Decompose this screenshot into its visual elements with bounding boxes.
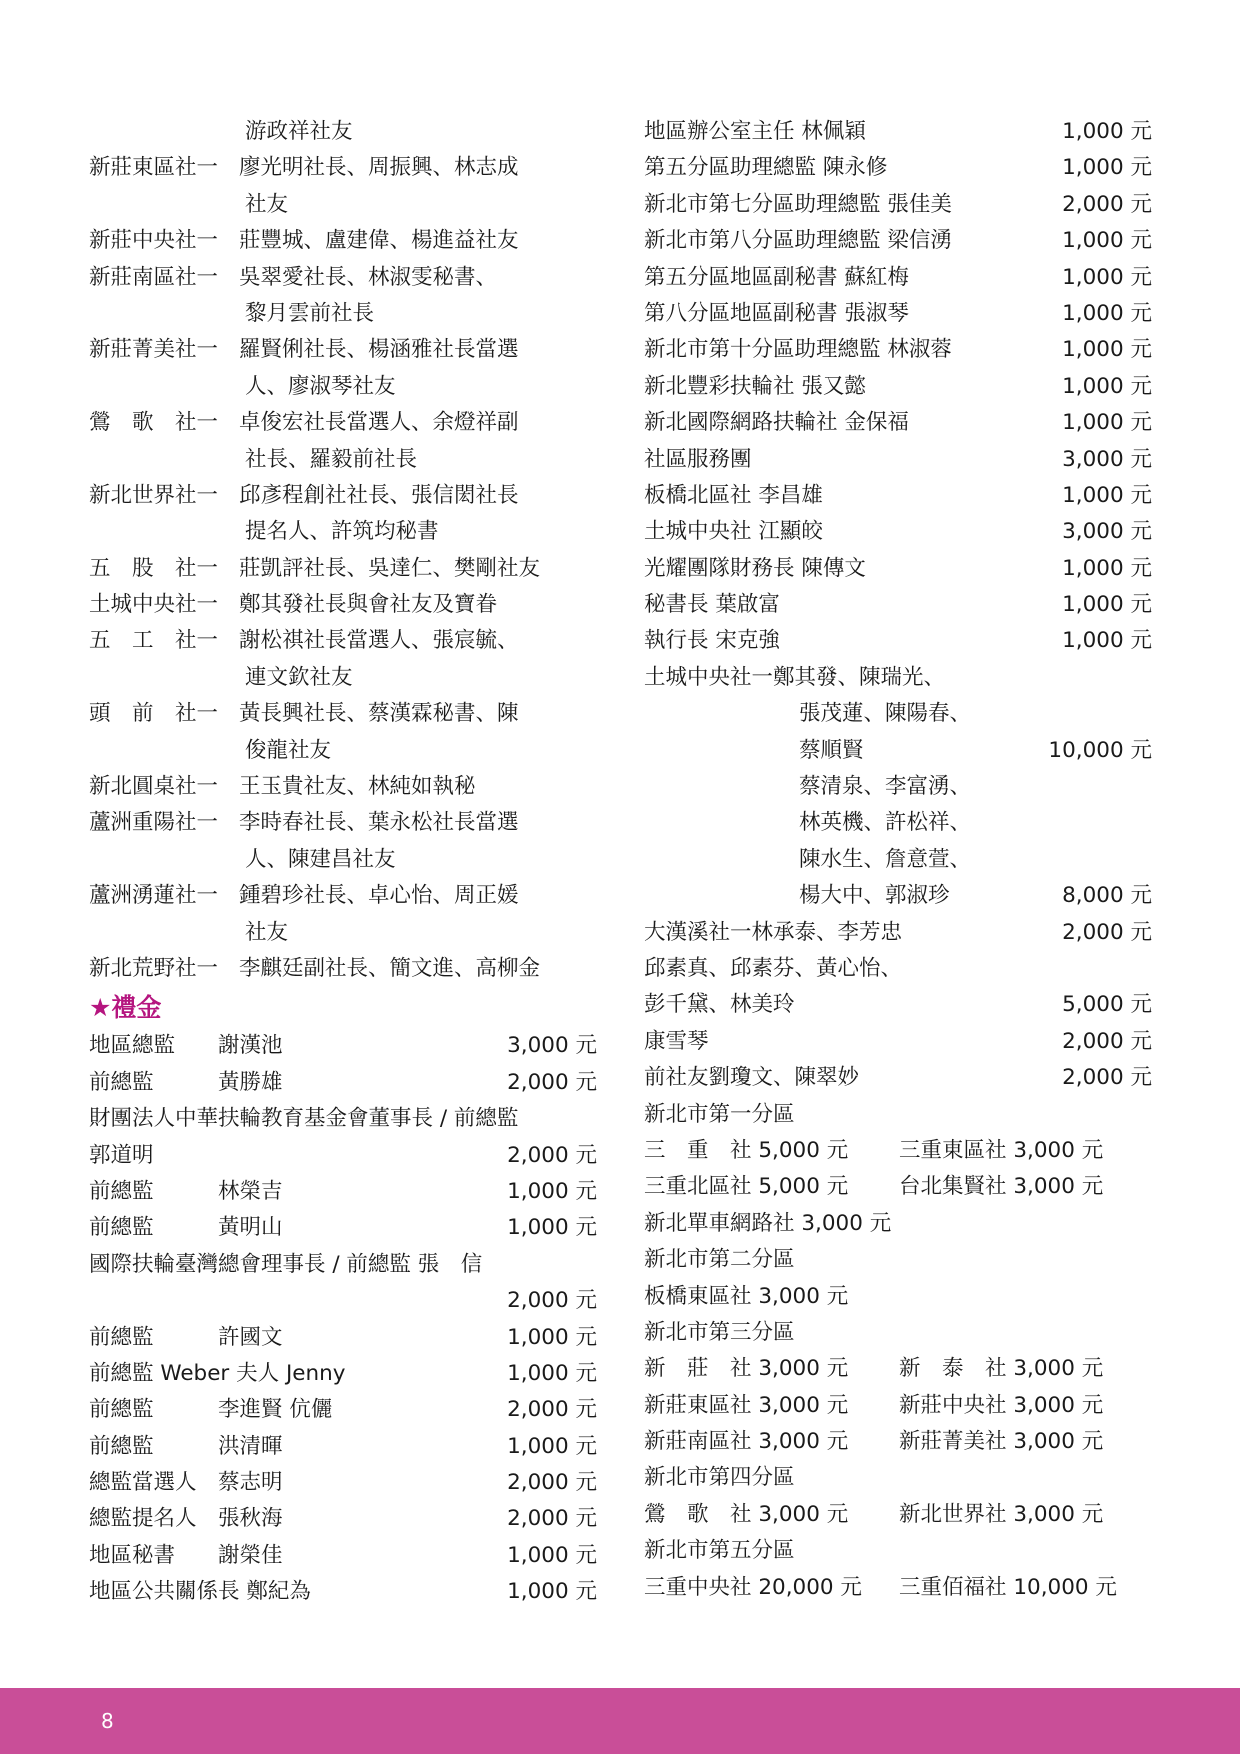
club-name: 新莊南區社一: [89, 264, 219, 290]
donation-amount: 2,000 元: [1062, 919, 1152, 945]
attendee-names: 人、陳建昌社友: [245, 846, 396, 872]
gift-row: [89, 1101, 597, 1137]
attendee-row: [89, 187, 597, 223]
donor-names-continued: 楊大中、郭淑珍: [799, 883, 950, 909]
attendee-names: 莊豐城、盧建偉、楊進益社友: [239, 228, 519, 254]
district-row: [644, 1460, 1152, 1496]
donation-row: [644, 478, 1152, 514]
club-donation: 鶯 歌 社 3,000 元: [644, 1501, 849, 1527]
donation-amount: 1,000 元: [1062, 119, 1152, 144]
gift-amount: 1,000 元: [507, 1433, 597, 1459]
club-donation: 新 莊 社 3,000 元: [644, 1356, 849, 1382]
gift-list: [89, 1028, 597, 1610]
tucheng-row: [644, 878, 1152, 914]
attendee-names: 李時春社長、葉永松社長當選: [239, 810, 519, 836]
donor-name: 總監當選人 蔡志明: [89, 1470, 283, 1496]
gift-row: [89, 1392, 597, 1428]
club-name: 新北圓桌社一: [89, 774, 219, 800]
club-name: 蘆洲湧蓮社一: [89, 883, 219, 909]
gift-heading: ★禮金: [89, 993, 162, 1023]
donation-amount: 10,000 元: [1048, 737, 1152, 763]
club-donation: 台北集賢社 3,000 元: [899, 1174, 1104, 1200]
attendee-row: [89, 805, 597, 841]
donor-name: 第五分區助理總監 陳永修: [644, 155, 888, 181]
donor-names-continued: 張茂蓮、陳陽春、: [799, 701, 972, 727]
tucheng-row: [644, 805, 1152, 841]
donation-amount: 3,000 元: [1062, 519, 1152, 545]
attendee-names: 社友: [245, 919, 289, 945]
donor-name: 地區總監 謝漢池: [89, 1033, 283, 1059]
donor-name: 前總監 Weber 夫人 Jenny: [89, 1360, 346, 1386]
donor-name: 前社友劉瓊文、陳翠妙: [644, 1065, 860, 1091]
gift-amount: 2,000 元: [507, 1069, 597, 1095]
donation-list-continued: [644, 915, 1152, 1133]
attendee-names: 羅賢俐社長、楊涵雅社長當選: [239, 337, 519, 363]
page-number: 8: [101, 1709, 114, 1733]
donation-row: [644, 987, 1152, 1023]
attendee-names: 人、廖淑琴社友: [245, 373, 396, 399]
donation-row: [644, 1024, 1152, 1060]
gift-amount: 1,000 元: [507, 1324, 597, 1350]
gift-row: [89, 1138, 597, 1174]
attendee-names: 游政祥社友: [245, 119, 353, 144]
gift-amount: 1,000 元: [507, 1360, 597, 1386]
gift-amount: 2,000 元: [507, 1506, 597, 1532]
attendee-row: [89, 478, 597, 514]
club-name: 五 工 社一: [89, 628, 219, 654]
gift-row: [89, 1538, 597, 1574]
donor-name: 社區服務團: [644, 446, 752, 472]
gift-row: [89, 1247, 597, 1283]
club-name: 蘆洲重陽社一: [89, 810, 219, 836]
gift-row: [89, 1283, 597, 1319]
gift-row: [89, 1028, 597, 1064]
page-footer: [0, 1688, 1240, 1754]
attendee-names: 鍾碧珍社長、卓心怡、周正媛: [239, 883, 519, 909]
attendee-row: [89, 405, 597, 441]
donor-names-continued: 蔡順賢: [799, 737, 864, 763]
gift-amount: 1,000 元: [507, 1542, 597, 1568]
gift-amount: 1,000 元: [507, 1178, 597, 1204]
club-donation: 新莊東區社 3,000 元: [644, 1392, 849, 1418]
attendee-row: [89, 915, 597, 951]
district-row: [644, 1351, 1152, 1387]
gift-row: [89, 1429, 597, 1465]
club-donation: 新莊中央社 3,000 元: [899, 1392, 1104, 1418]
donor-name: 新北國際網路扶輪社 金保福: [644, 410, 909, 436]
gift-amount: 1,000 元: [507, 1215, 597, 1241]
club-donation: 三重東區社 3,000 元: [899, 1137, 1104, 1163]
attendee-row: [89, 733, 597, 769]
district-row: [644, 1315, 1152, 1351]
attendee-row: [89, 223, 597, 259]
donation-amount: 1,000 元: [1062, 337, 1152, 363]
donor-name: 前總監 林榮吉: [89, 1178, 283, 1204]
donation-amount: 2,000 元: [1062, 1065, 1152, 1091]
district-row: [644, 1242, 1152, 1278]
donor-names-continued: 陳水生、詹意萱、: [799, 846, 972, 872]
donor-name: 新北豐彩扶輪社 張又懿: [644, 373, 866, 399]
tucheng-row: [644, 733, 1152, 769]
donor-name: 秘書長 葉啟富: [644, 592, 780, 618]
attendee-row: [89, 623, 597, 659]
district-row: [644, 1279, 1152, 1315]
donor-name: 前總監 洪清暉: [89, 1433, 283, 1459]
donor-name: 執行長 宋克強: [644, 628, 780, 654]
donor-name: 財團法人中華扶輪教育基金會董事長 / 前總監: [89, 1106, 519, 1132]
donation-row: [644, 223, 1152, 259]
tucheng-row: [644, 696, 1152, 732]
donation-amount: 5,000 元: [1062, 992, 1152, 1018]
donation-row: [644, 915, 1152, 951]
donor-name: 大漢溪社一林承泰、李芳忠: [644, 919, 903, 945]
tucheng-row: [644, 769, 1152, 805]
right-column: [644, 114, 1152, 1606]
club-name: 鶯 歌 社一: [89, 410, 219, 436]
donation-amount: 1,000 元: [1062, 592, 1152, 618]
attendee-names: 鄭其發社長與會社友及寶眷: [239, 592, 498, 618]
club-donation: 新北市第三分區: [644, 1319, 795, 1345]
attendee-names: 社友: [245, 191, 289, 217]
club-donation: 三重佰福社 10,000 元: [899, 1574, 1117, 1600]
gift-row: [89, 1065, 597, 1101]
donor-name: 新北市第一分區: [644, 1101, 795, 1127]
gift-row: [89, 1574, 597, 1610]
donation-row: [644, 587, 1152, 623]
donor-name: 新北市第十分區助理總監 林淑蓉: [644, 337, 952, 363]
donor-name: 康雪琴: [644, 1028, 709, 1054]
donor-name: 前總監 黃明山: [89, 1215, 283, 1241]
gift-row: [89, 1320, 597, 1356]
club-donation: 新 泰 社 3,000 元: [899, 1356, 1104, 1382]
donor-names-continued: 蔡清泉、李富湧、: [799, 774, 972, 800]
donation-row: [644, 514, 1152, 550]
gift-amount: 2,000 元: [507, 1142, 597, 1168]
donor-name: 前總監 許國文: [89, 1324, 283, 1350]
attendee-row: [89, 696, 597, 732]
attendee-row: [89, 296, 597, 332]
club-name: 新莊菁美社一: [89, 337, 219, 363]
attendee-row: [89, 878, 597, 914]
donation-row: [644, 1097, 1152, 1133]
attendee-names: 黃長興社長、蔡漢霖秘書、陳: [239, 701, 519, 727]
attendee-row: [89, 150, 597, 186]
donor-name: 前總監 黃勝雄: [89, 1069, 283, 1095]
donation-amount: 8,000 元: [1062, 883, 1152, 909]
donation-amount: 1,000 元: [1062, 155, 1152, 181]
gift-row: [89, 1356, 597, 1392]
attendee-row: [89, 551, 597, 587]
left-column: [89, 114, 597, 1611]
attendee-names: 邱彥程創社社長、張信閎社長: [239, 482, 519, 508]
district-row: [644, 1169, 1152, 1205]
club-donation: 新北市第四分區: [644, 1465, 795, 1491]
donor-name: 土城中央社 江顯皎: [644, 519, 823, 545]
donation-row: [644, 951, 1152, 987]
gift-row: [89, 1501, 597, 1537]
club-donation: 新北市第五分區: [644, 1538, 795, 1564]
attendee-names: 李麒廷副社長、簡文進、高柳金: [239, 955, 541, 981]
attendee-names: 黎月雲前社長: [245, 300, 375, 326]
donor-name: 地區秘書 謝榮佳: [89, 1542, 283, 1568]
donation-amount: 2,000 元: [1062, 1028, 1152, 1054]
attendee-row: [89, 332, 597, 368]
club-donation: 三重中央社 20,000 元: [644, 1574, 862, 1600]
attendee-row: [89, 660, 597, 696]
attendee-row: [89, 514, 597, 550]
donation-row: [644, 369, 1152, 405]
donor-name: 板橋北區社 李昌雄: [644, 482, 823, 508]
club-donation: 板橋東區社 3,000 元: [644, 1283, 849, 1309]
donation-amount: 1,000 元: [1062, 228, 1152, 254]
donation-amount: 1,000 元: [1062, 410, 1152, 436]
donor-name: 國際扶輪臺灣總會理事長 / 前總監 張 信: [89, 1251, 483, 1277]
district-donation-list: [644, 1133, 1152, 1606]
attendee-names: 俊龍社友: [245, 737, 332, 763]
club-name: 新北荒野社一: [89, 955, 219, 981]
club-name: 新莊中央社一: [89, 228, 219, 254]
gift-amount: 2,000 元: [507, 1397, 597, 1423]
gift-row: [89, 1210, 597, 1246]
club-donation: 新北市第二分區: [644, 1247, 795, 1273]
attendee-names: 連文欽社友: [245, 664, 353, 690]
tucheng-row: [644, 660, 1152, 696]
donor-name: 第八分區地區副秘書 張淑琴: [644, 300, 909, 326]
donation-list: [644, 114, 1152, 660]
gift-amount: 3,000 元: [507, 1033, 597, 1059]
donation-amount: 3,000 元: [1062, 446, 1152, 472]
donor-name: 總監提名人 張秋海: [89, 1506, 283, 1532]
donor-name: 前總監 李進賢 伉儷: [89, 1397, 333, 1423]
attendee-row: [89, 842, 597, 878]
attendee-names: 吳翠愛社長、林淑雯秘書、: [239, 264, 498, 290]
attendee-names: 謝松祺社長當選人、張宸毓、: [239, 628, 519, 654]
club-name: 頭 前 社一: [89, 701, 219, 727]
donation-row: [644, 1060, 1152, 1096]
donor-name: 第五分區地區副秘書 蘇紅梅: [644, 264, 909, 290]
tucheng-row: [644, 842, 1152, 878]
district-row: [644, 1424, 1152, 1460]
attendee-row: [89, 951, 597, 987]
district-row: [644, 1497, 1152, 1533]
attendee-names: 社長、羅毅前社長: [245, 446, 418, 472]
donor-name: 地區辦公室主任 林佩穎: [644, 119, 866, 144]
donation-row: [644, 114, 1152, 150]
donation-row: [644, 623, 1152, 659]
gift-row: [89, 1465, 597, 1501]
attendee-names: 廖光明社長、周振興、林志成: [239, 155, 519, 181]
donor-name: 新北市第八分區助理總監 梁信湧: [644, 228, 952, 254]
attendee-names: 莊凱評社長、吳達仁、樊剛社友: [239, 555, 541, 581]
donor-name: 邱素真、邱素芬、黃心怡、: [644, 955, 903, 981]
club-name: 新莊東區社一: [89, 155, 219, 181]
attendee-row: [89, 769, 597, 805]
club-donation: 新北世界社 3,000 元: [899, 1501, 1104, 1527]
tucheng-donation-list: [644, 660, 1152, 915]
attendee-row: [89, 114, 597, 150]
donation-row: [644, 150, 1152, 186]
donor-names-continued: 林英機、許松祥、: [799, 810, 972, 836]
donation-amount: 1,000 元: [1062, 628, 1152, 654]
donation-amount: 2,000 元: [1062, 191, 1152, 217]
attendee-names: 王玉貴社友、林純如執秘: [239, 774, 476, 800]
gift-amount: 2,000 元: [507, 1288, 597, 1314]
attendee-row: [89, 369, 597, 405]
gift-amount: 2,000 元: [507, 1470, 597, 1496]
club-donation: 新莊菁美社 3,000 元: [899, 1429, 1104, 1455]
attendee-row: [89, 587, 597, 623]
club-donation: 新莊南區社 3,000 元: [644, 1429, 849, 1455]
donation-amount: 1,000 元: [1062, 555, 1152, 581]
district-row: [644, 1388, 1152, 1424]
attendee-row: [89, 260, 597, 296]
club-donation: 新北單車網路社 3,000 元: [644, 1210, 892, 1236]
club-name: 土城中央社一: [89, 592, 219, 618]
club-name: 五 股 社一: [89, 555, 219, 581]
donation-row: [644, 332, 1152, 368]
donation-row: [644, 405, 1152, 441]
attendee-names: 卓俊宏社長當選人、余燈祥副: [239, 410, 519, 436]
donor-name: 光耀團隊財務長 陳傳文: [644, 555, 866, 581]
donation-amount: 1,000 元: [1062, 373, 1152, 399]
club-donation: 三 重 社 5,000 元: [644, 1137, 849, 1163]
donation-amount: 1,000 元: [1062, 264, 1152, 290]
donor-name: 地區公共關係長 鄭紀為: [89, 1579, 311, 1605]
donor-name: 彭千黛、林美玲: [644, 992, 795, 1018]
donation-row: [644, 551, 1152, 587]
attendee-list: [89, 114, 597, 987]
donor-name: 土城中央社一鄭其發、陳瑞光、: [644, 664, 946, 690]
attendee-names: 提名人、許筑均秘書: [245, 519, 439, 545]
district-row: [644, 1133, 1152, 1169]
gift-amount: 1,000 元: [507, 1579, 597, 1605]
district-row: [644, 1206, 1152, 1242]
attendee-row: [89, 442, 597, 478]
donor-name: 郭道明: [89, 1142, 154, 1168]
donation-row: [644, 187, 1152, 223]
district-row: [644, 1570, 1152, 1606]
donation-row: [644, 296, 1152, 332]
club-name: 新北世界社一: [89, 482, 219, 508]
district-row: [644, 1533, 1152, 1569]
donation-amount: 1,000 元: [1062, 300, 1152, 326]
gift-row: [89, 1174, 597, 1210]
donation-amount: 1,000 元: [1062, 482, 1152, 508]
donor-name: 新北市第七分區助理總監 張佳美: [644, 191, 952, 217]
donation-row: [644, 260, 1152, 296]
club-donation: 三重北區社 5,000 元: [644, 1174, 849, 1200]
donation-row: [644, 442, 1152, 478]
